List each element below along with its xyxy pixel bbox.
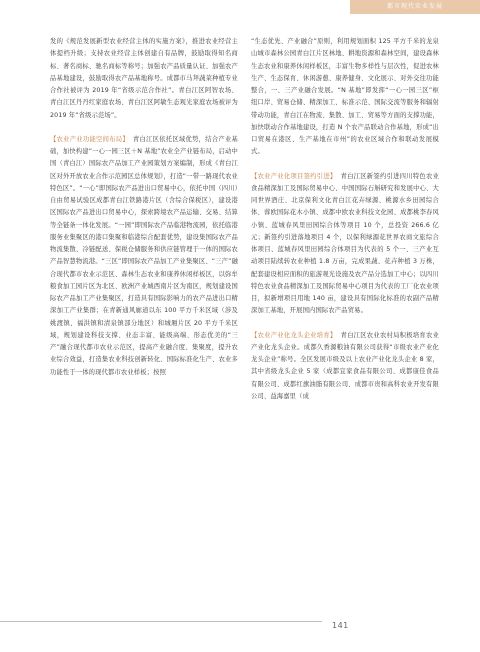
- paragraph: [251, 171, 439, 318]
- paragraph: 发的《规范发展新型农业经营主体的实施方案》，推进农业经营主体提档升级；支持农业经营主体创建自有品牌，鼓励取得知名商标、著名商标、驰名商标等称号；加强农产品质量认证、加强农产品基地建设，鼓励取得农产品基地称号。成都市马拜蔬菜种植专业合作社被评为 2019 年“省级示范合作社”。青白江区阿智农场、青白江区丹丹红家庭农场、青白江区阿敏生态观光家庭农场被评为 2019 年“省级示范场”。: [50, 38, 238, 119]
- page-number: 141: [332, 621, 349, 630]
- section-heading: 【农业产业功能空间布局】: [50, 135, 129, 143]
- left-column: [50, 36, 238, 379]
- footer-divider: [0, 621, 322, 622]
- paragraph-text: 青白江区依托区域优势，结合产业基础，加快构建“一心一园三区＋N 基地”农业全产业链布局，启动中国（青白江）国际农产品加工产业园策划方案编制，形成《青白江区对外开放农业合作示范园区总体规划》，打造“一带一路现代农业特色区”。“一心”即国际农产品进出口贸易中心，依托中国（四川）自由贸易试验区成都青白江铁路港片区（含综合保税区），建设港区国际农产品进出口贸易中心，探索跨境农产品运输、交易、结算等全链条一体化发展。“一园”即国际农产品临港物流园，依托临港服务业集聚区的港口集聚和临港综合配套优势，建设集国际农产品物流集散、冷链配送、保税仓储服务和供应链管理于一体的国际农产品智慧物流港。“三区”即国际农产品加工产业集聚区、“三产”融合现代都市农业示范区、森林生态农业和康养休闲样板区，以弥牟粮食加工园片区为北区、欧洲产业城西南片区为南区，规划建设国际农产品加工产业集聚区，打造具有国际影响力的农产品进出口精深加工产业集群；在青新通风廊道以东 100 平方千米区域（涉及姚渡镇、福洪镇和清泉镇部分地区）和城厢片区 20 平方千米区域，规划建设科技支撑、业态丰富、能级高端、形态优美的“三产”融合现代都市农业示范区，提高产业融合度、集聚度，提升农业综合效益，打造集农业科技创新转化、国际标准化生产、农业多功能性于一体的现代都市农业样板；按照: [50, 135, 238, 376]
- section-heading: 【农业产业化龙头企业培育】: [251, 331, 337, 339]
- section-tag: 都市现代农业发展: [350, 0, 480, 14]
- section-heading: 【农业产业化项目签约引进】: [251, 172, 337, 180]
- paragraph-text: 青白江区新签约引进四川特色农业食品精深加工及国际贸易中心、中国国际石斛研究和发展中心、大同世界酒庄、北京保利文化青白江花卉绿源、桃源水乡田园综合体、蓉欧国际花木小镇、成都中欧农业科技文化园、成都桃李春风小镇、蓝城春风里田园综合体等项目 10 个，总投资 266.6 亿元；新签约引进落地项目 4 个，以保利绿源花世界农商文旅综合体项目、蓝城春风里田园综合体项目为代表的 5 个一、三产业互动项目陆续转农业种植 1.8 万亩，完成果蔬、花卉种植 3 万株，配套建设相应面积的旅游观光设施及农产品分选加工中心；以四川特色农业食品精深加工及国际贸易中心项目为代表的工厂化农业项目，拟新增项目用地 140 亩，建设具有国际化标准的农副产品精深加工基地，开展国内国际农产品贸易。: [251, 172, 440, 315]
- paragraph-text: 青白江区农业农村局积极培育农业产业化龙头企业。成都久香源粮油有限公司获得“市级农业产业化龙头企业”称号。全区发展市级及以上农业产业化龙头企业 8 家，其中省级龙头企业 5 家（成都宜家食品有限公司、成都康佳食品有限公司、成都红旗油脂有限公司、成都市贵和高科农业开发有限公司、益海嘉里（成: [251, 331, 440, 400]
- paragraph: [251, 330, 439, 404]
- right-column: [251, 36, 439, 403]
- paragraph: “生态优先、产业融合”原则，利用规划面积 125 平方千米的龙泉山城市森林公园青白江片区林地、耕地资源和森林空间，建设森林生态农业和康养休闲样板区，丰富生物多样性与层次性，促进农林生产、生态保育、休闲游憩、康养健身、文化展示、对外交往功能整合，一、三产业融合发展。“N 基地”即发挥“一心一园三区”枢纽口岸、贸易仓储、精深加工、标准示范、国际交流等服务和辐射带动功能，青白江在物流、集散、加工、贸易等方面的支撑功能，加快联动合作基地建设，打造 N 个农产品联动合作基地，形成“出口贸易在港区、生产基地在市州”的农业区域合作和联动发展模式。: [251, 38, 439, 156]
- paragraph: [50, 134, 238, 379]
